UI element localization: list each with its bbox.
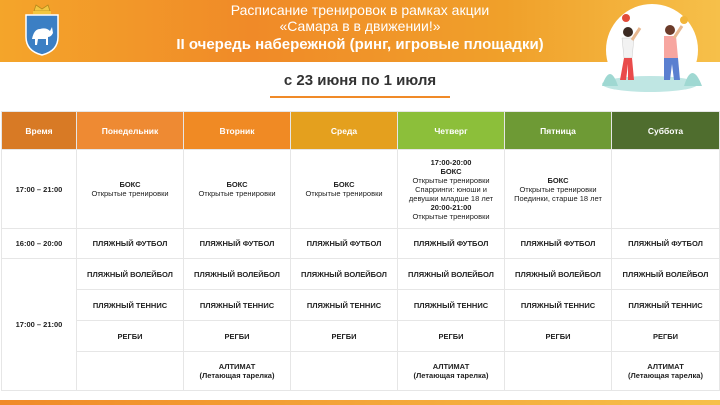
rugby-cell [612,321,720,352]
activity-title: ПЛЯЖНЫЙ ВОЛЕЙБОЛ [301,269,387,279]
activity-note: (Летающая тарелка) [413,371,489,380]
activity-note: Открытые тренировки [412,175,490,185]
header-tuesday: Вторник [184,112,291,150]
football-cell [184,229,291,259]
activity-title: ПЛЯЖНЫЙ ВОЛЕЙБОЛ [194,269,280,279]
activity-title: РЕГБИ [438,331,464,341]
volleyball-cell [612,259,720,290]
activity-title: ПЛЯЖНЫЙ ТЕННИС [413,300,489,310]
tennis-cell [77,290,184,321]
activity-title: АЛТИМАТ [432,362,470,371]
activity-note: Открытые тренировки [412,211,490,221]
date-range: с 23 июня по 1 июля [283,72,437,89]
header-monday: Понедельник [77,112,184,150]
activity-title: ПЛЯЖНЫЙ ФУТБОЛ [520,239,596,248]
activity-title: ПЛЯЖНЫЙ ВОЛЕЙБОЛ [408,269,494,279]
activity-title: БОКС [440,166,462,176]
table-row [2,259,720,290]
boxing-thursday [398,150,505,229]
ultimate-thursday [398,352,505,391]
header-time: Время [2,112,77,150]
activity-title: ПЛЯЖНЫЙ ТЕННИС [306,300,382,310]
ultimate-tuesday [184,352,291,391]
volleyball-cell [505,259,612,290]
volleyball-cell [398,259,505,290]
table-row [2,229,720,259]
activity-title: РЕГБИ [117,331,143,341]
title-line-2: «Самара в в движении!» [279,18,441,34]
rugby-cell [77,321,184,352]
rugby-cell [505,321,612,352]
rugby-cell [184,321,291,352]
activity-note: Открытые тренировки [305,189,383,198]
activity-note: Открытые тренировки [91,189,169,198]
activity-title: ПЛЯЖНЫЙ ФУТБОЛ [628,239,703,248]
tennis-cell [184,290,291,321]
boxing-friday [505,150,612,229]
date-underline [270,96,450,98]
boxing-wednesday [291,150,398,229]
activity-title: АЛТИМАТ [647,362,684,371]
activity-title: АЛТИМАТ [218,362,256,371]
activity-title: ПЛЯЖНЫЙ ФУТБОЛ [92,239,168,248]
activity-title: ПЛЯЖНЫЙ ВОЛЕЙБОЛ [87,269,173,279]
table-header-row [2,112,720,150]
football-cell [291,229,398,259]
volleyball-cell [77,259,184,290]
header-saturday: Суббота [612,112,720,150]
boxing-monday [77,150,184,229]
time-cell: 17:00 – 21:00 [2,150,77,229]
tennis-cell [612,290,720,321]
tennis-cell [505,290,612,321]
time-cell: 16:00 – 20:00 [2,229,77,259]
activity-title: РЕГБИ [652,331,679,341]
activity-title: ПЛЯЖНЫЙ ВОЛЕЙБОЛ [622,269,709,279]
table-row [2,290,720,321]
activity-title: ПЛЯЖНЫЙ ТЕННИС [628,300,703,310]
activity-title: БОКС [547,175,569,185]
title-line-3: II очередь набережной (ринг, игровые площадки) [176,36,544,53]
empty-cell [612,150,720,229]
activity-note: Открытые тренировки [519,184,597,194]
football-cell [398,229,505,259]
football-cell [612,229,720,259]
rugby-cell [398,321,505,352]
volleyball-cell [184,259,291,290]
activity-title: РЕГБИ [224,331,250,341]
activity-title: РЕГБИ [545,331,571,341]
activity-title: БОКС [333,180,355,189]
volleyball-cell [291,259,398,290]
tennis-cell [291,290,398,321]
activity-title: ПЛЯЖНЫЙ ФУТБОЛ [413,239,489,248]
activity-title: БОКС [119,180,141,189]
header-friday: Пятница [505,112,612,150]
ultimate-saturday [612,352,720,391]
time-slot: 17:00-20:00 [430,157,472,167]
table-row [2,352,720,391]
time-cell: 17:00 – 21:00 [2,259,77,391]
activity-title: РЕГБИ [331,331,357,341]
activity-note: (Летающая тарелка) [199,371,275,380]
activity-title: ПЛЯЖНЫЙ ТЕННИС [199,300,275,310]
activity-note: девушки младше 18 лет [408,193,494,203]
boxing-tuesday [184,150,291,229]
time-slot: 20:00-21:00 [430,202,472,212]
header-wednesday: Среда [291,112,398,150]
header-thursday: Четверг [398,112,505,150]
empty-cell [77,352,184,391]
empty-cell [291,352,398,391]
activity-title: ПЛЯЖНЫЙ ТЕННИС [92,300,168,310]
activity-note: (Летающая тарелка) [628,371,703,380]
tennis-cell [398,290,505,321]
activity-note: Спарринги: юноши и [415,184,487,194]
table-row [2,150,720,229]
rugby-cell [291,321,398,352]
title-line-1: Расписание тренировок в рамках акции [230,2,490,18]
activity-title: ПЛЯЖНЫЙ ТЕННИС [520,300,596,310]
activity-title: ПЛЯЖНЫЙ ВОЛЕЙБОЛ [515,269,601,279]
table-row [2,321,720,352]
football-cell [505,229,612,259]
schedule-table [1,111,720,391]
activity-title: ПЛЯЖНЫЙ ФУТБОЛ [306,239,382,248]
empty-cell [505,352,612,391]
samara-crest-icon [22,3,62,57]
footer-strip [0,400,720,405]
activity-note: Поединки, старше 18 лет [514,193,602,203]
football-cell [77,229,184,259]
activity-title: ПЛЯЖНЫЙ ФУТБОЛ [199,239,275,248]
activity-note: Открытые тренировки [198,189,276,198]
activity-title: БОКС [226,180,248,189]
